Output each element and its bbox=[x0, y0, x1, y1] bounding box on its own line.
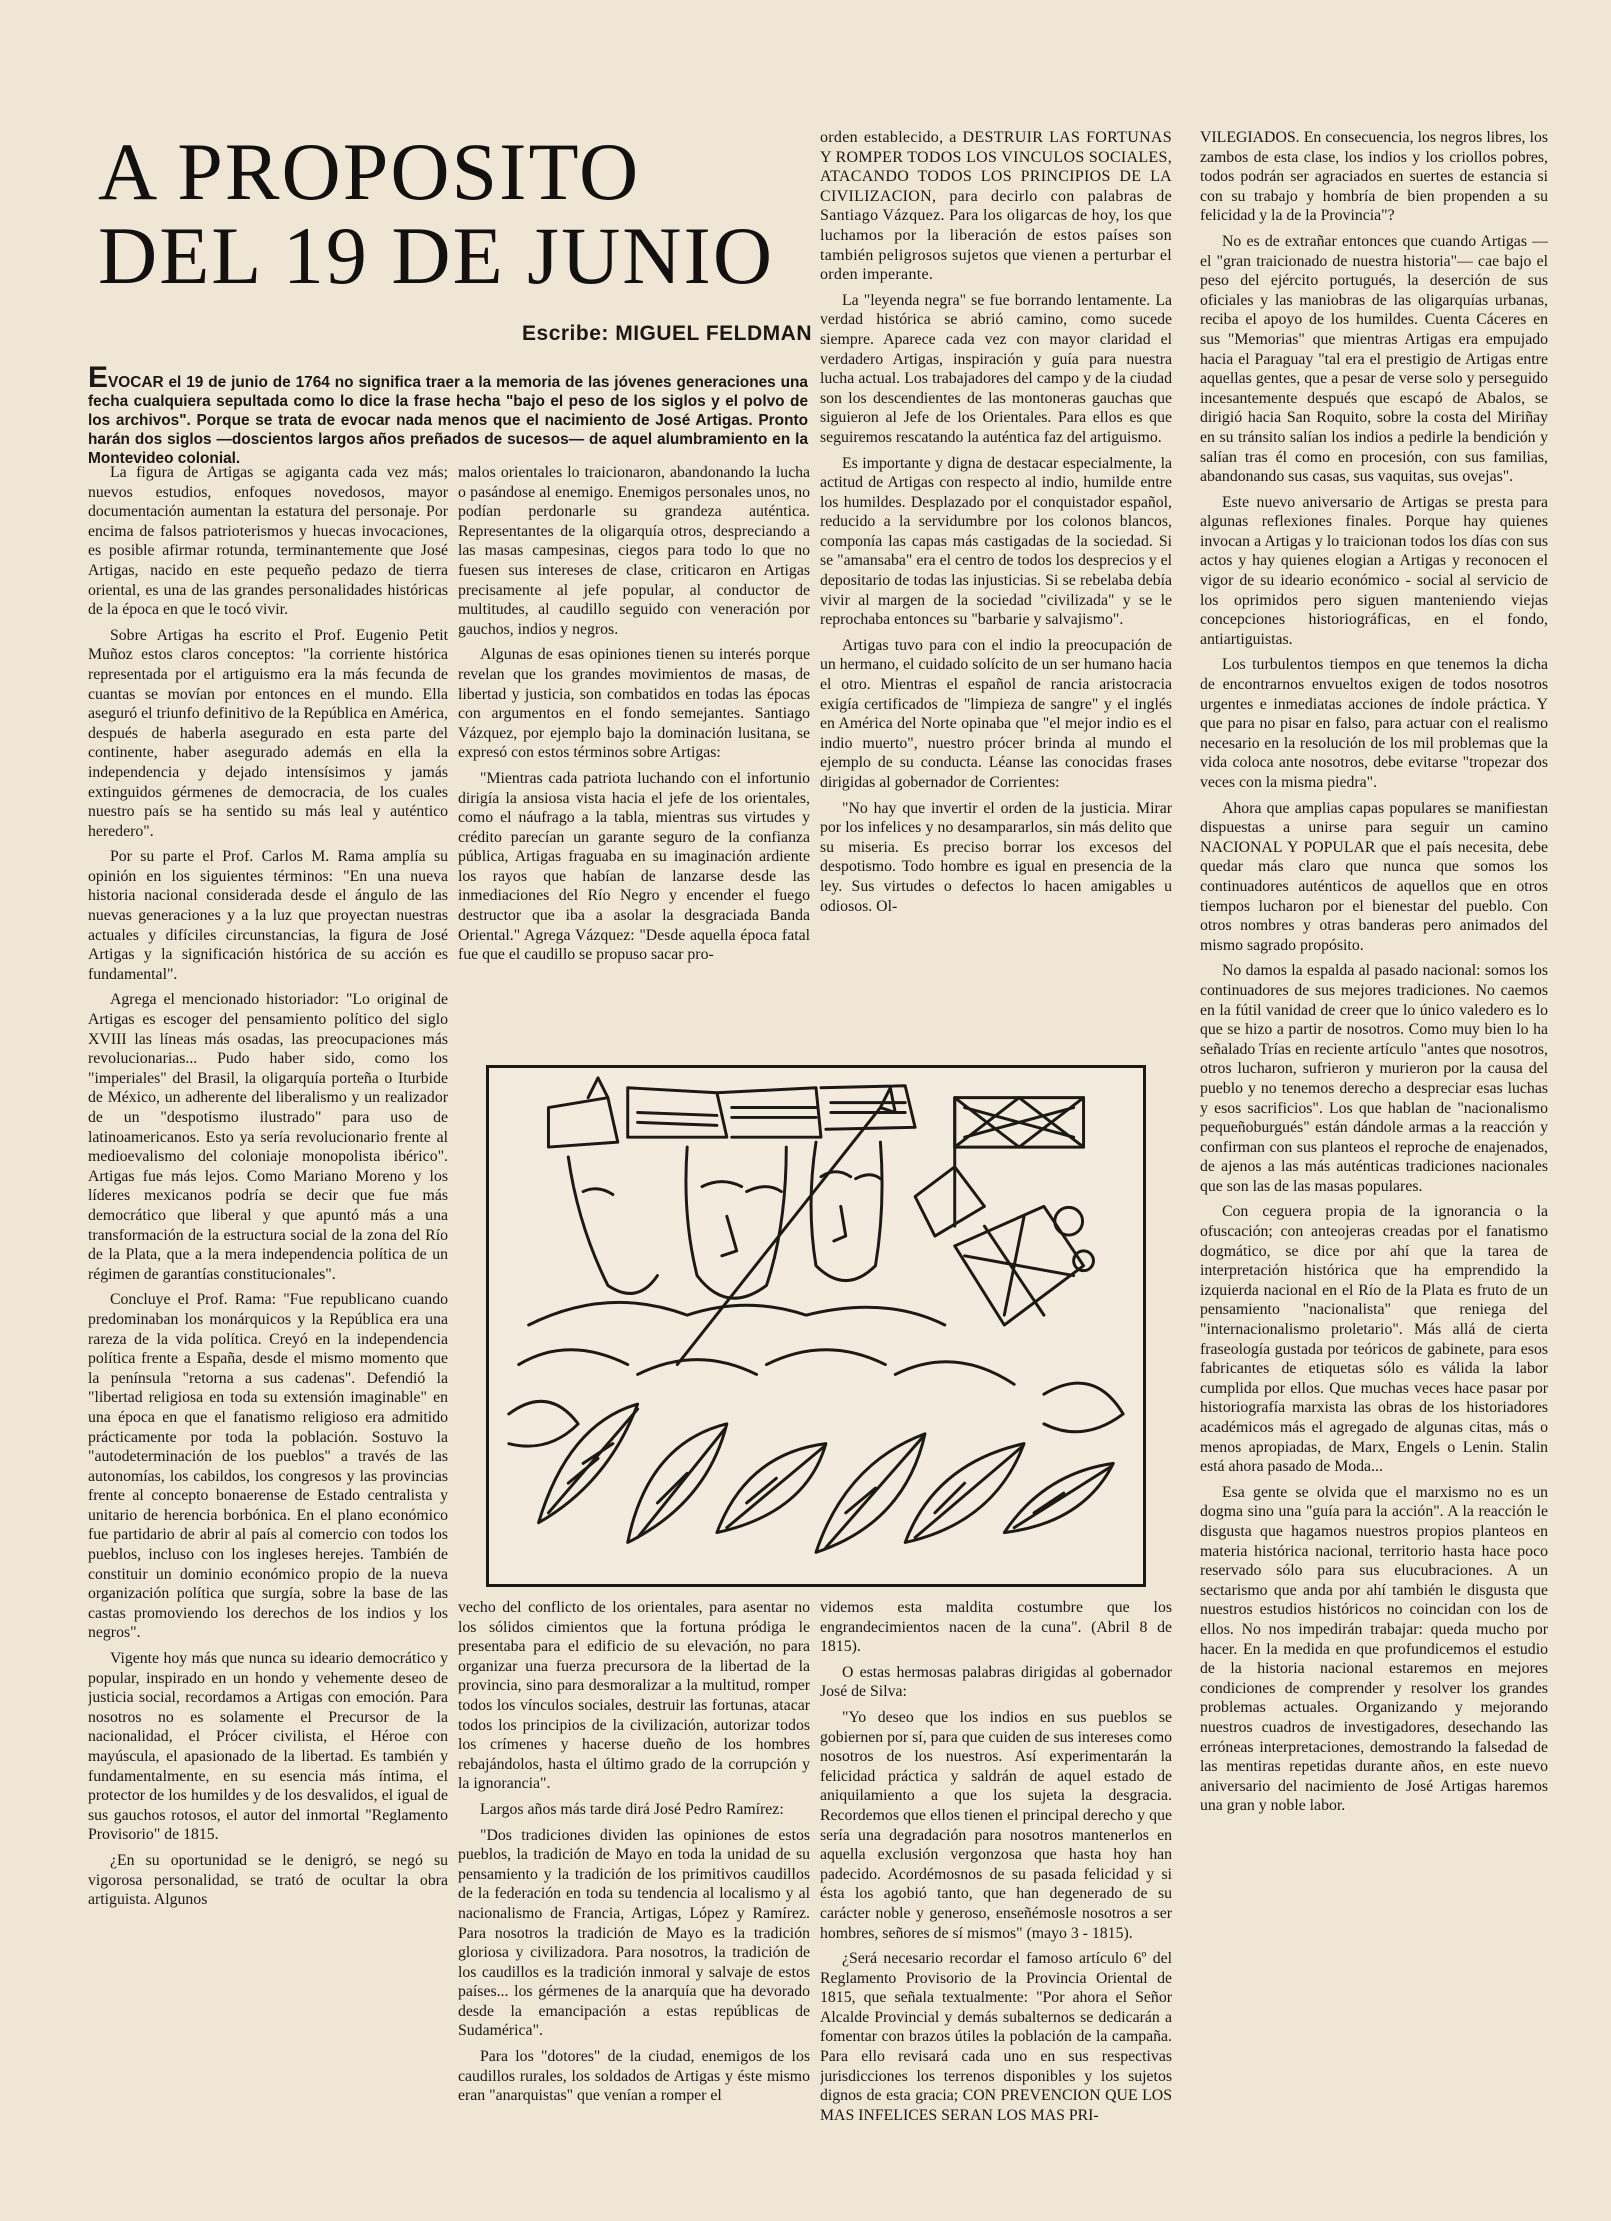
paragraph: Ahora que amplias capas populares se manifiestan dispuestas a unirse para seguir un camino NACIONAL Y POPULAR que el país necesita, debe quedar más claro que nunca que somos los continuadores auténticos de aquellos que en otros tiempos lucharon por el bienestar del pueblo. Con otros nombres y otras banderas pero animados del mismo sagrado propósito. bbox=[1200, 799, 1548, 954]
paragraph: Para los "dotores" de la ciudad, enemigos de los caudillos rurales, los soldados de Artigas y éste mismo eran "anarquistas" que venían a romper el bbox=[458, 2048, 810, 2105]
paragraph: "Dos tradiciones dividen las opiniones de estos pueblos, la tradición de Mayo en toda la unidad de su pensamiento y la tradición de los primitivos caudillos de la federación en toda su tendencia al localismo y al nacionalismo de Francia, Artigas, López y Ramírez. Para nosotros la tradición de Mayo es la tradición gloriosa y civilizadora. Para nosotros, la tradición de los caudillos es la tradición inmoral y salvaje de estos países... los gérmenes de la anarquía que ha devorado desde la emancipación a estas repúblicas de Sudamérica". bbox=[458, 1826, 810, 2040]
paragraph: O estas hermosas palabras dirigidas al gobernador José de Silva: bbox=[820, 1663, 1172, 1701]
paragraph: "No hay que invertir el orden de la justicia. Mirar por los infelices y no desampararlos, sin más delito que su miseria. Es preciso borrar los excesos del despotismo. Todo hombre es igual en presencia de la ley. Sus virtudes o defectos lo hacen amigables u odiosos. Ol- bbox=[820, 799, 1172, 915]
paragraph: Es importante y digna de destacar especialmente, la actitud de Artigas con respecto al indio, humilde entre los humildes. Desplazado por el conquistador español, reducido a la servidumbre por los colonos blancos, componía las capas más castigadas de la sociedad. Si se "amansaba" era el centro de todos los desprecios y el depositario de todas las injusticias. Si se rebelaba debía vivir al margen de la sociedad "civilizada" y se le reprochaba entonces su "barbarie y salvajismo". bbox=[820, 454, 1172, 629]
woodcut-illustration bbox=[486, 1065, 1146, 1587]
paragraph: Sobre Artigas ha escrito el Prof. Eugenio Petit Muñoz estos claros conceptos: "la corriente histórica representada por el artiguismo era la más fecunda de cuantas se movían por entonces en el mundo. Ella aseguró el triunfo definitivo de la República en América, después de haberla asegurado en esta parte del continente, haber asegurado además en ella la independencia y dejado intensísimos y jamás extinguidos gérmenes de democracia, de los cuales nuestro país se ha sentido su más leal y auténtico heredero". bbox=[88, 626, 448, 840]
gaucho-figures-drawing bbox=[489, 1068, 1143, 1584]
column-2-bottom bbox=[458, 1598, 810, 2183]
byline: Escribe: MIGUEL FELDMAN bbox=[522, 322, 812, 345]
paragraph: No damos la espalda al pasado nacional: somos los continuadores de sus mejores tradiciones. No caemos en la fútil vanidad de creer que lo único valedero es lo que se hizo a partir de nosotros. Como muy bien lo ha señalado Trías en reciente artículo "antes que nosotros, otros lucharon, sufrieron y murieron por la causa del pueblo y no tenemos derecho a despreciar esas luchas y esos sacrificios". Los que hablan de "nacionalismo pequeñoburgués" están dándole armas a la reacción y confirman con sus planteos el reproche de enajenados, de ajenos a las más auténticas tradiciones nacionales que son las de las masas populares. bbox=[1200, 962, 1548, 1195]
paragraph: La "leyenda negra" se fue borrando lentamente. La verdad histórica se abrió camino, como sucede siempre. Aparece cada vez con mayor claridad el verdadero Artigas, inspiración y guía para nuestra lucha actual. Los trabajadores del campo y de la ciudad son los descendientes de las montoneras gauchas que siguieron al Jefe de los Orientales. Para ellos es que seguiremos rescatando la auténtica faz del artiguismo. bbox=[820, 291, 1172, 446]
column-1 bbox=[88, 463, 448, 2183]
column-3-bottom bbox=[820, 1598, 1172, 2183]
paragraph: Este nuevo aniversario de Artigas se presta para algunas reflexiones finales. Porque hay quienes invocan a Artigas y lo traicionan todos los días con sus actos y hay quienes elogian a Artigas y reconocen el vigor de su ideario económico - social al servicio de los oprimidos pero siguen manteniendo viejas concepciones historiográficas, en el fondo, antiartiguistas. bbox=[1200, 493, 1548, 648]
paragraph: ¿En su oportunidad se le denigró, se negó su vigorosa personalidad, se trató de ocultar la obra artiguista. Algunos bbox=[88, 1851, 448, 1909]
paragraph: Por su parte el Prof. Carlos M. Rama amplía su opinión en los siguientes términos: "En una nueva historia nacional considerada desde el ángulo de las nuevas generaciones y a la luz que proyectan nuestras actuales y difíciles circunstancias, la figura de José Artigas y la significación histórica de su acción es fundamental". bbox=[88, 848, 448, 983]
paragraph: Artigas tuvo para con el indio la preocupación de un hermano, el cuidado solícito de un ser humano hacia el otro. Mientras el español de rancia aristocracia exigía certificados de "limpieza de sangre" y el inglés en América del Norte opinaba que "el mejor indio es el indio muerto", nuestro prócer brinda al mundo el ejemplo de su conducta. Léanse las conocidas frases dirigidas al gobernador de Corrientes: bbox=[820, 636, 1172, 791]
paragraph: Con ceguera propia de la ignorancia o la ofuscación; con anteojeras creadas por el fanatismo dogmático, se dice por ahí que la tarea de interpretación histórica que ha emprendido la izquierda nacional en el Río de la Plata es fruto de un pensamiento "nacionalista" que reniega del "internacionalismo proletario". Más allá de cierta fraseología gustada por teóricos de gabinete, para esos fabricantes de etiquetas sólo es válida la labor cumplida por ellos. Que muchas veces hace pasar por historiografía marxista las obras de los historiadores académicos más el agregado de algunas citas, más o menos apropiadas, de Marx, Engels o Lenin. Stalin está ahora pasado de Moda... bbox=[1200, 1203, 1548, 1476]
paragraph: Concluye el Prof. Rama: "Fue republicano cuando predominaban los monárquicos y la República era una rareza de la vida política. Creyó en la independencia política frente a España, desde el mismo momento que la península "retorna a sus cadenas". Defendió la "libertad religiosa en toda su extensión imaginable" en una época en que el fanatismo religioso era admitido prácticamente por toda la población. Sostuvo la "autodeterminación de los pueblos" a través de las autonomías, los cabildos, los congresos y las provincias frente al concepto bonaerense de Estado centralista y unitario de herencia borbónica. En el plano económico fue partidario de abrir al país al comercio con todos los pueblos, incluso con los ingleses herejes. También de constituir un dominio económico propio de la nueva organización política que surgía, sobre la base de las castas promoviendo los derechos de los indios y los negros". bbox=[88, 1291, 448, 1642]
paragraph: Vigente hoy más que nunca su ideario democrático y popular, inspirado en un hondo y vehemente deseo de justicia social, recordamos a Artigas con emoción. Para nosotros no es solamente el Precursor de la nacionalidad, el Prócer civilista, el Héroe con mayúscula, el apasionado de la libertad. Es también y fundamentalmente, en su esencia más íntima, el protector de los humildes y de los desvalidos, el igual de sus gauchos rotosos, el autor del inmortal "Reglamento Provisorio" de 1815. bbox=[88, 1650, 448, 1844]
lead-paragraph: EVOCAR el 19 de junio de 1764 no significa traer a la memoria de las jóvenes generaciones una fecha cualquiera sepultada como lo dice la frase hecha "bajo el peso de los siglos y el polvo de los archivos". Porque se trata de evocar nada menos que el nacimiento de José Artigas. Pronto harán dos siglos —doscientos largos años preñados de sucesos— de aquel alumbramiento en la Montevideo colonial. bbox=[88, 361, 808, 467]
column-2-top bbox=[458, 463, 810, 1053]
article-title: A PROPOSITO DEL 19 DE JUNIO bbox=[98, 126, 775, 301]
paragraph: VILEGIADOS. En consecuencia, los negros libres, los zambos de esta clase, los indios y los criollos pobres, todos podrán ser agraciados en suertes de estancia si con su trabajo y hombría de bien propenden a su felicidad y la de la Provincia"? bbox=[1200, 129, 1548, 225]
paragraph: Agrega el mencionado historiador: "Lo original de Artigas es escoger del pensamiento político del siglo XVIII las líneas más osadas, las preocupaciones más revolucionarias... Pudo haber sido, como los "imperiales" del Brasil, la oligarquía porteña o Iturbide de México, un adherente del liberalismo y un realizador de un "despotismo ilustrado" para uso de latinoamericanos. Esto ya sería revolucionario frente al medioevalismo del coloniaje monopolista ibérico". Artigas fue más lejos. Como Mariano Moreno y los líderes mexicanos podría se decir que fue más democrático que liberal y que apuntó más a una transformación de la estructura social de la zona del Río de la Plata, que a la mera independencia política de un régimen de garantías constitucionales". bbox=[88, 991, 448, 1283]
paragraph: vecho del conflicto de los orientales, para asentar no los sólidos cimientos que la fortuna pródiga le presentaba para el edificio de su elevación, no para organizar una fuerza precursora de la libertad de la provincia, sino para desmoralizar a la multitud, romper todos los vínculos sociales, destruir las fortunas, atacar todos los principios de la civilización, autorizar todos los crímenes y hacerse dueño de los hombres rebajándolos, hasta el último grado de la corrupción y la ignorancia". bbox=[458, 1599, 810, 1793]
paragraph: Algunas de esas opiniones tienen su interés porque revelan que los grandes movimientos de masas, de libertad y justicia, son combatidos en todas las épocas con argumentos en el fondo semejantes. Santiago Vázquez, por ejemplo bajo la dominación lusitana, se expresó con estos términos sobre Artigas: bbox=[458, 646, 810, 762]
paragraph: orden establecido, a DESTRUIR LAS FORTUNAS Y ROMPER TODOS LOS VINCULOS SOCIALES, ATACANDO TODOS LOS PRINCIPIOS DE LA CIVILIZACION, para decirlo con palabras de Santiago Vázquez. Para los oligarcas de hoy, los que luchamos por la liberación de estos países son también peligrosos sujetos que vienen a perturbar el orden imperante. bbox=[820, 129, 1172, 284]
column-4 bbox=[1200, 128, 1548, 2183]
paragraph: "Mientras cada patriota luchando con el infortunio dirigía la ansiosa vista hacia el jefe de los orientales, como el náufrago a la tabla, mientras sus virtudes y crédito parecían un garante seguro de la confianza pública, Artigas fraguaba en su imaginación ardiente los rayos que habían de lanzarse desde las inmediaciones del Río Negro y encender el fuego destructor que iba a asolar la desgraciada Banda Oriental." Agrega Vázquez: "Desde aquella época fatal fue que el caudillo se propuso sacar pro- bbox=[458, 769, 810, 964]
paragraph: "Yo deseo que los indios en sus pueblos se gobiernen por sí, para que cuiden de sus intereses como nosotros de los nuestros. Así experimentarán la felicidad práctica y saldrán de aquel estado de aniquilamiento a que los sujeta la desgracia. Recordemos que ellos tienen el principal derecho y que sería una degradación para nosotros mantenerlos en aquella exclusión vergonzosa que hasta hoy han padecido. Acordémosnos de su pasada felicidad y si ésta los agobió tanto, que han degenerado de su carácter noble y generoso, enseñémosle nosotros a ser hombres, señores de sí mismos" (mayo 3 - 1815). bbox=[820, 1708, 1172, 1942]
paragraph: malos orientales lo traicionaron, abandonando la lucha o pasándose al enemigo. Enemigos personales unos, no podían perdonarle su grandeza auténtica. Representantes de la oligarquía otros, despreciando a las masas campesinas, ciegos para todo lo que no fuesen sus intereses de clase, criticaron en Artigas precisamente al jefe popular, al conductor de multitudes, al caudillo seguido con veneración por gauchos, indios y negros. bbox=[458, 464, 810, 638]
paragraph: ¿Será necesario recordar el famoso artículo 6º del Reglamento Provisorio de la Provincia Oriental de 1815, que señala textualmente: "Por ahora el Señor Alcalde Provincial y demás subalternos se dedicarán a fomentar con brazos útiles la población de la campaña. Para ello revisará cada uno en sus respectivas jurisdicciones los terrenos disponibles y los sujetos dignos de esta gracia; CON PREVENCION QUE LOS MAS INFELICES SERAN LOS MAS PRI- bbox=[820, 1950, 1172, 2124]
paragraph: Largos años más tarde dirá José Pedro Ramírez: bbox=[480, 1800, 784, 1818]
paragraph: Esa gente se olvida que el marxismo no es un dogma sino una "guía para la acción". A la reacción le disgusta que hagamos nuestros propios planteos en materia histórica nacional, territorio hasta hace poco reservado sólo para sus elucubraciones. A un sectarismo que anda por ahí también le disgusta que nuestros estudios históricos no coincidan con los de ellos. No nos impedirán trabajar: queda mucho por hacer. En la medida en que profundicemos el estudio de la historia nacional estaremos en mejores condiciones de comprender y resolver los grandes problemas actuales. Organizando y mejorando nuestros cuadros de investigadores, desechando las erróneas interpretaciones, demostrando la falsedad de las mentiras repetidas durante años, en este nuevo aniversario del nacimiento de José Artigas haremos una gran y noble labor. bbox=[1200, 1483, 1548, 1815]
paragraph: No es de extrañar entonces que cuando Artigas —el "gran traicionado de nuestra historia"— cae bajo el peso del ejército portugués, la deserción de sus oficiales y las maniobras de las oligarquías urbanas, reciba el apoyo de los humildes. Cuenta Cáceres en sus "Memorias" que mientras Artigas era empujado hacia el Paraguay "tal era el prestigio de Artigas entre aquellas gentes, que a pesar de verse solo y perseguido incesantemente después que escapó de Abalos, se dirigió hacia San Roquito, sobre la costa del Miriñay en su tránsito salían los indios a pedirle la bendición y salían tras él como en procesión, con sus familias, abandonando sus casas, sus vaquitas, sus ovejas". bbox=[1200, 232, 1548, 486]
paragraph: videmos esta maldita costumbre que los engrandecimientos nacen de la cuna". (Abril 8 de 1815). bbox=[820, 1599, 1172, 1656]
paragraph: Los turbulentos tiempos en que tenemos la dicha de encontrarnos envueltos exigen de todos nosotros urgentes e inmediatas acciones de índole práctica. Y que para no pisar en falso, para actuar con el realismo necesario en la resolución de los mil problemas que la vida coloca ante nosotros, debe evitarse "tropezar dos veces con la misma piedra". bbox=[1200, 656, 1548, 791]
column-3-top bbox=[820, 128, 1172, 1053]
paragraph: La figura de Artigas se agiganta cada vez más; nuevos estudios, enfoques novedosos, mayor documentación aumentan la estatura del personaje. Por encima de falsos patrioterismos y huecas invocaciones, es posible afirmar rotunda, terminantemente que José Artigas, nacido en este pequeño pedazo de tierra oriental, es una de las grandes personalidades históricas de la época en que le tocó vivir. bbox=[88, 464, 448, 619]
